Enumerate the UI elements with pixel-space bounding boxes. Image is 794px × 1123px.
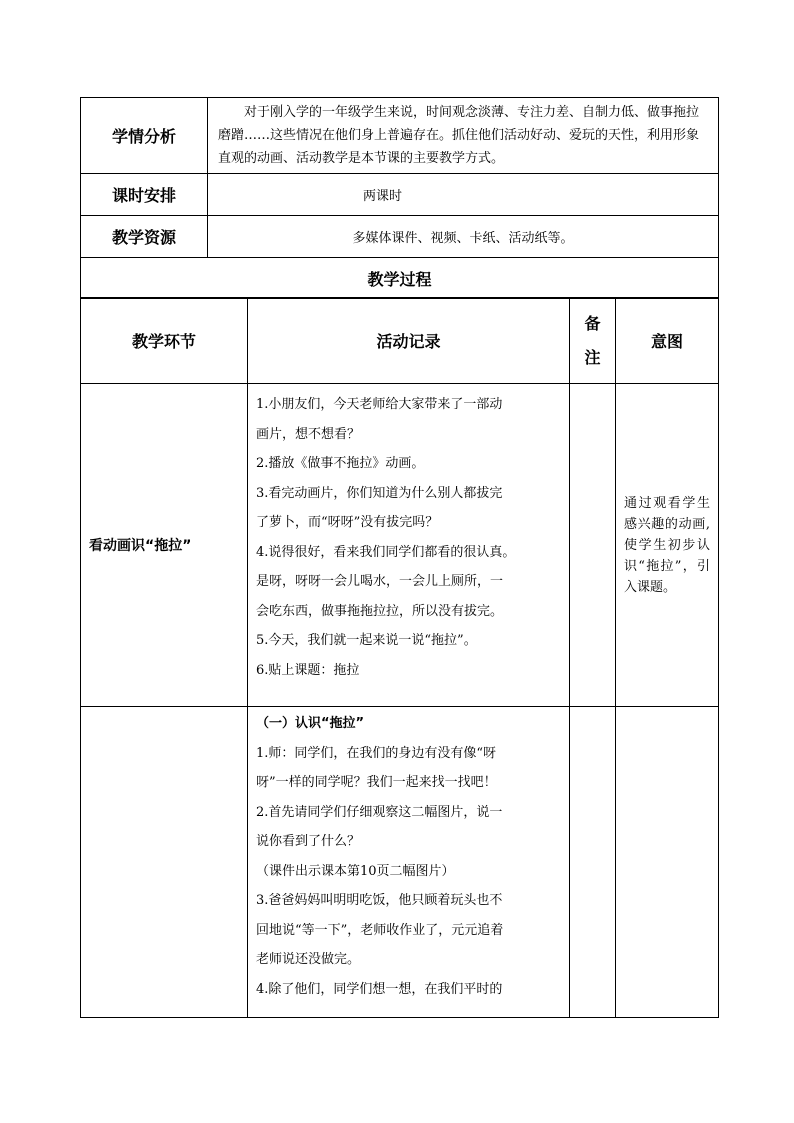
activity-line: 1.师：同学们，在我们的身边有没有像“呀 — [256, 745, 497, 761]
activity-record — [248, 707, 570, 1018]
analysis-label: 学情分析 — [81, 98, 208, 174]
header-note-char-1: 备 — [584, 313, 601, 333]
activity-line: 画片，想不想看？ — [256, 426, 361, 442]
header-activity: 活动记录 — [248, 298, 570, 384]
process-row — [81, 707, 719, 1018]
stage-name: 看动画识“拖拉” — [81, 384, 248, 707]
activity-line: 是呀，呀呀一会儿喝水，一会儿上厕所，一 — [256, 574, 504, 589]
header-stage: 教学环节 — [81, 298, 248, 384]
activity-line: 5.今天，我们就一起来说一说“拖拉”。 — [256, 633, 477, 648]
header-notes — [570, 298, 616, 384]
resources-value: 多媒体课件、视频、卡纸、活动纸等。 — [208, 216, 719, 258]
schedule-value: 两课时 — [208, 174, 719, 216]
analysis-text: 对于刚入学的一年级学生来说，时间观念淡薄、专注力差、自制力低、做事拖拉磨蹭……这些情况在他们身上普遍存在。抓住他们活动好动、爱玩的天性，利用形象直观的动画、活动教学是本节课的主要教学方式。 — [218, 105, 700, 166]
analysis-row — [81, 98, 719, 174]
resources-row — [81, 216, 719, 258]
intent-text: 通过观看学生感兴趣的动画,使学生初步认识“拖拉”，引入课题。 — [616, 384, 719, 707]
activity-line: 3.爸爸妈妈叫明明吃饭，他只顾着玩头也不 — [256, 893, 503, 908]
activity-line: 3.看完动画片，你们知道为什么别人都拔完 — [256, 485, 503, 501]
header-note-char-2: 注 — [584, 347, 601, 367]
activity-line: 老师说还没做完。 — [256, 952, 361, 967]
intent-text — [616, 707, 719, 1018]
activity-line: 呀”一样的同学呢？我们一起来找一找吧！ — [256, 775, 497, 790]
activity-line: 6.贴上课题：拖拉 — [256, 662, 360, 678]
schedule-label: 课时安排 — [81, 174, 208, 216]
analysis-cell — [208, 98, 719, 174]
activity-subheading: （一）认识“拖拉” — [256, 716, 365, 731]
activity-line: 2.首先请同学们仔细观察这二幅图片，说一 — [256, 804, 503, 820]
activity-line: 4.说得很好，看来我们同学们都看的很认真。 — [256, 544, 516, 560]
activity-line: 回地说“等一下”，老师收作业了，元元追着 — [256, 922, 504, 938]
activity-line: 说你看到了什么？ — [256, 834, 361, 849]
resources-label: 教学资源 — [81, 216, 208, 258]
activity-line: 会吃东西，做事拖拖拉拉，所以没有拔完。 — [256, 603, 504, 619]
header-intent: 意图 — [616, 298, 719, 384]
process-row — [81, 384, 719, 707]
activity-line: 2.播放《做事不拖拉》动画。 — [256, 456, 425, 471]
activity-line: （课件出示课本第10页二幅图片） — [256, 863, 455, 879]
teaching-process-table — [80, 297, 719, 1018]
note-cell — [570, 384, 616, 707]
activity-record — [248, 384, 570, 707]
stage-name — [81, 707, 248, 1018]
lesson-info-table — [80, 97, 719, 299]
activity-line: 了萝卜，而“呀呀”没有拔完吗？ — [256, 515, 439, 530]
schedule-row — [81, 174, 719, 216]
process-header-row — [81, 298, 719, 384]
process-title-row — [81, 258, 719, 299]
process-title: 教学过程 — [81, 258, 719, 299]
note-cell — [570, 707, 616, 1018]
activity-line: 4.除了他们，同学们想一想，在我们平时的 — [256, 981, 503, 997]
activity-line: 1.小朋友们，今天老师给大家带来了一部动 — [256, 397, 503, 412]
